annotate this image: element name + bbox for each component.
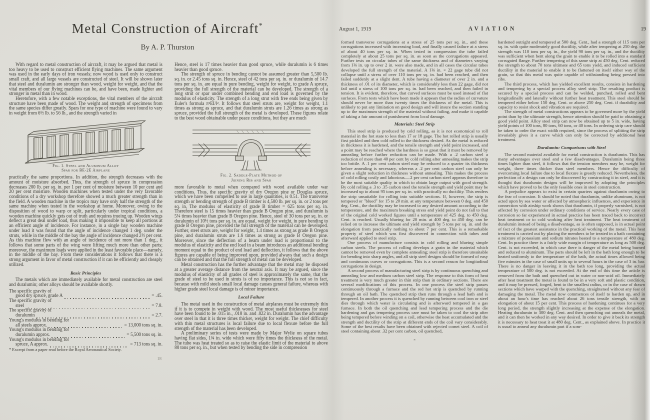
table-row-label: The specific gravity of <box>9 308 52 314</box>
table-row-sublabel: good dry spruce, grade A <box>15 293 63 299</box>
body-paragraph: formed transverse corrugations at a stress of 25 tons per sq. in., and these corrugations increased with increasing load, and finally caused failure at a stress of about 40 tons per sq. in. When tested in compression the tube failed completely at about 25 tons per sq. in. as soon as the corrugations appeared. Further tests on circular tubes of the same thickness and of diameters varying from 1⅜ in. up to over 2 in. were also made, and in all cases the circular tubes developed the full strength of the material. A 1⅜ in. × 22 gage tube did not collapse until a stress of over 110 tons per sq. in. had been reached, and then failed suddenly at a slight dent. A tube having a diameter of over 2 in. and a thickness of .01 of its diameter, which is considerably less than 22 gage, did not fail until a stress of 100 tons per sq. in. had been reached, and then failed in tension. It is evident, therefore, that curved surfaces must be used instead of flat surfaces. From tests which have been made it appears that the radius of curvature should never be more than twenty times the thickness of the metal. This is unlikely to put any limitation on good design and will insure the section standing up to the maximum strength of the material without failing, and make it capable of taking a fair amount of punishment from local damage. <box>341 39 488 119</box>
table-row-label: The specific gravity of <box>9 288 52 294</box>
saddle-plate-figure <box>175 125 329 182</box>
body-paragraph: A preliminary series of tests were made by Major Wylie on square tubes having flat sides, 1¾ in. wide which were fifty times the thickness of the metal. The tube was heat treated so as to raise the elastic limit of the material to above 80 tons per sq. in., but when tested by bending the side in compression <box>174 331 328 351</box>
body-paragraph: A second process of manufacturing steel strip is by continuous quenching and annealing low and medium carbon steel strip. The response to this form of heat treatment is very much greater in thin strip than in ordinary sections. There are several modifications of this process. In one process the steel strip passes continuously through a furnace and the red hot strip is quenched by running through an oil bath. The quenched strip then runs through a lead bath and is tempered. In another process it is quenched by running between cool iron or steel dies through which water is circulating and is afterward tempered in a gas furnace. In both the oil quenching and lead tempering process and the die hardening and gas tempering process care must be taken to cool the strip after being tempered before winding on a coil, otherwise the heat accumulated and the strength and ductility of the strip at different ends of the coil vary considerably. Some of the best results have been obtained with rejected cornet steel. A coil of steel containing about .32 per cent carbon, oil quenched, <box>341 268 488 334</box>
body-paragraph: With regard to metal construction of aircraft, it may be argued that metal is too heavy to be used to construct efficient flying machines. The same argument was used in the early days of iron vessels; now wood is used only to construct small craft, and all large vessels are constructed of steel. It will be shown later that steel and duralumin are stronger than wood, weight for weight, and that the vital members of our flying machines can be, and have been, made lighter and stronger in metal than in wood. <box>9 62 163 97</box>
steel-spar-illustration <box>23 120 149 163</box>
body-paragraph: This steel strip is produced by cold rolling, as it is not economical to roll material in the hot state to less than 17 or 18 gage. The hot rolled strip is usually first pickled and then cold rolled to the thickness desired. As the metal is reduced in thickness it is hardened, and the tensile strength and yield point increased, and a point may be reached where the hardness is so great that it must be removed by annealing before further reduction can be made. With a .2 carbon steel a reduction of more than 40 per cent by cold rolling after annealing makes the strip too brittle. A .1 per cent carbon steel may be reduced to a quarter its thickness before annealing is necessary, whereas a .2 per cent carbon steel can only be given a slight reduction in thickness without annealing. This makes the process of cold rolling costly and laborious—.2 per cent carbon steel appears therefore to be the most suitable quality in which to obtain large output with good strength. By cold rolling a .3 to .35 carbon steel the tensile strength and yield point may be increased up to about 95 tons per sq. in. with practically no ductility. This renders the strip unsuitable for rolling into suitable sections. If, however, the strip is tempered or "blued" for 15 to 20 min. at any temperature between 0 deg. and 450 deg. Cent., the ductility may be increased to any desired amount according to the temperature, and the maximum breaking stress and yield point do not fall to that of the original cold worked figures until a temperature of 425 deg. to 450 deg. Cent. is reached. Usually blueing for 20 min. at 400 deg. to 450 deg. can be relied on to increase the ultimate and yield strength by 5 tons per sq. in. and the elongation from practically nothing to about 7 per cent. This is a remarkable property of steel which was first discovered in connection with tubes and afterward applied to steel strip. <box>341 128 488 241</box>
footnote-marker: * <box>258 22 264 30</box>
footnote: * Excerpt from a paper read before the Royal Aeronautical Society. <box>9 347 122 353</box>
body-paragraph: hardened outright and tempered at 500 deg. Cent., had a strength of 115 tons per sq. in. with quite moderately good ductility, while after tempering at 250 deg. the strength was 110 tons per sq. in., the yield 90 tons per sq. in., and the ductility was sufficient when bent along the grain to enable it to be rolled into a standard corrugated flange. Further tempering of this same strip at 450 deg. Cent. reduced the strength to about 70 tons ultimate and 65 tons yield, and induced sufficient ductility in the material to enable it to be flattened on itself either way of the grain, so that this metal was quite capable of withstanding being pressed into ribs. <box>498 39 645 82</box>
properties-table <box>9 289 163 347</box>
article-title-text: Metal Construction of Aircraft <box>71 21 259 36</box>
table-row-value: = 5,500 tons sq. in. <box>126 332 163 338</box>
saddle-plate-illustration <box>188 125 314 173</box>
left-page-column-1 <box>9 63 163 361</box>
table-row <box>9 338 163 348</box>
table-row-value: = 2.7. <box>151 313 163 319</box>
body-paragraph: One process of manufacture consists in cold rolling and blueing simple carbon steels. The process of rolling develops a grain in the material which cannot be removed even by complete annealing; steel strip is therefore unsuitable for bending into sharp angles, and all strip steel designs should be formed of easy and continuous curves or corrugations. This is a second reason for longitudinal corrugations in design. <box>341 240 488 269</box>
table-row-sublabel: duralumin <box>15 313 35 319</box>
body-paragraph: Metal construction has the further advantage that the metal may be disposed at a greater average distance from the neutral axis. It may be argued, since the modulus of elasticity of all grades of steel is approximately the same, that the grade of steel to be used in struts is of no importance. This is not so in fact, because with mild steels small local damage causes general failure, whereas with higher grade steel local damage is of minor importance. <box>174 262 328 292</box>
figure-1-caption-line-1: Fig. 1. Steel and Aluminum Alloy <box>52 163 119 168</box>
table-row-label: Young's modulus in bending for <box>9 337 70 343</box>
body-paragraph: more favorable to metal when compared with wood available under war conditions. Thus, the specific gravity of dry Oregon pine or Douglas spruce, which we have been compelled to use in large quantities, is 0.51. The transverse strength or bending strength of grade B timber is 4,500 lb. per sq. in. or 2 tons per sq. in. The modulus of elasticity of grade B timber = 625 tons per sq. in. Therefore steel is 15 times heavier than grade B Oregon pine, and duralumin is 5¼ times heavier than grade B Oregon pine. Hence, steel of 30 tons per sq. in. or duralumin of 10½ tons per sq. in. are equal, weight for weight, in pure bending to grade B Oregon pine, provided the full strength of the material can be developed. Further, steel struts are, weight for weight, 1.4 times as strong as grade B Oregon pine, and duralumin struts are 1.6 times as strong as grade B Oregon pine. Moreover, since the deflection of a beam under load is proportional to the modulus of elasticity and the end load in a beam introduces an additional bending moment equal to the product of end load and deflection, it follows that the above figures are capable of being improved upon, provided always that such a design can be obtained and that the full strength of metal can be developed. <box>174 184 328 263</box>
table-row-sublabel: steel <box>15 303 25 309</box>
table-row-sublabel: all steels approx. <box>15 322 48 328</box>
article-title <box>0 21 335 37</box>
printers-mark: * <box>413 338 416 344</box>
page-number-left: 18 <box>157 355 162 361</box>
right-page-column-1 <box>341 40 488 343</box>
body-paragraph: Heretofore, with a few notable exceptions, the vital members of the aircraft structure have been made of wood. The weight and strength of specimens from the same species differ greatly. Spars for one type of machine were found to vary in weight from 6½ lb. to 56 lb., and the strength varied in <box>9 96 163 117</box>
steel-spar-figure <box>9 120 163 172</box>
figure-1-caption <box>9 163 163 172</box>
left-page-columns <box>9 63 328 361</box>
table-row-label: Young's modulus in bending for <box>9 317 70 323</box>
section-heading-basic-principles: Basic Principles <box>70 270 102 276</box>
section-heading-local-failure: Local Failure <box>238 294 265 300</box>
body-paragraph: The strength of spruce in bending cannot be assumed greater than 5,500 lb. sq. in. or 2.45 tons sq. in. Hence, steel of 42 tons per sq. in. or duralumin of 14.7 tons per sq. in. are equal in pure bending, weight for weight, to grade A spruce, providing the full strength of the material can be developed. The strength of a long strut or spar under combined bending and end load is governed by the modulus of elasticity. The strength of a long strut with free ends being given by Euler's formula π²EI/l². It follows that steel struts are, weight for weight, 1.1 times as strong as spruce, and that duralumin struts are 1.26 times as strong as spruce, provided the full strength of the metal is developed. These figures relate to the best wood obtainable under peace conditions, but they are much <box>174 72 328 121</box>
right-page-column-2 <box>498 40 645 343</box>
body-paragraph: The strength of metal constructions appears to be governed more by the yield point than by the ultimate strength, hence attention should be paid to obtaining a good yield point. Alloy steel strip can now be obtained up to 5 in. wide, having yield points of 100 tons, 80 tons, 60 tons, or 40 tons. In ordering strip care should be taken to order the exact width required, since the process of splitting the strip invariably gives it a curve which can only be corrected by additional heat treatment. <box>498 109 645 143</box>
body-paragraph: The third process, which has yielded excellent results, consists in hardening and tempering by a special process alloy steel strip. The resulting product is secured by a special process and can be welded, punched, rolled and bent longitudinally and laterally without further heat treatment. This steel should be tempered either below 150 deg. Cent. or above 250 deg. Cent. if durability and capacity to resist shock and vibration are required. <box>498 81 645 110</box>
journal-title: AVIATION <box>468 26 517 32</box>
right-page <box>335 0 650 420</box>
leader-dots <box>64 295 150 299</box>
table-row-label: The specific gravity of <box>9 298 52 304</box>
figure-1-caption-line-2: Spar for BE-2E Airplane <box>61 167 111 173</box>
left-page-column-2 <box>175 63 329 361</box>
table-row-value: = 713 tons sq. in. <box>130 342 163 348</box>
figure-2-caption <box>175 173 329 182</box>
article-byline: By A. P. Thurston <box>140 43 195 52</box>
body-paragraph: The second material available for metal construction is duralumin. This has many advantages over steel and a few disadvantages. Duralumin being three times lighter than steel, it follows that the tension members may be, weight for weight, three times thicker than steel members. Hence the difficulty of overcoming local failure due to local flexure is greatly reduced. Nevertheless, the perfection of a design can only be discovered by constructing it in steel, and it is thought that duralumin designs will be improved by adopting the principles which have proved to be the only feasible ones in steel construction. <box>498 151 645 190</box>
page-number-right: 19 <box>640 26 646 32</box>
table-row-sublabel: duralumin approx. <box>15 332 51 338</box>
header-date: August 1, 1919 <box>339 26 372 32</box>
table-row <box>9 328 163 338</box>
journal-header <box>339 26 646 32</box>
body-paragraph: The metals which are immediately available for metal construction are steel and duralumin; other alloys should be available shortly. <box>9 277 163 288</box>
right-page-columns <box>341 40 645 343</box>
table-row-sublabel: spruce, A approx. <box>15 342 49 348</box>
body-paragraph: practically the same proportions. In addition, the strength decreases with the amount of moisture absorbed. Thus, the strength of spruce in compression decreases 200 lb. per sq. in. per 1 per cent of moisture between 10 per cent and 20 per cent moisture. Wooden machines when tested under the very favorable conditions of a dry workshop therefore showed a much greater strength than in the field. A wooden machine in the tropics may have only half the strength of the same machine when tested in the workshop at home. Moreover, owing to the disposition of wood to warp or split, particularly under tropical conditions, a wooden machine quickly gets out of truth and requires trueing up. Wooden wings deflect a great deal under load, thus making it impossible to keep all portions at an efficient angle of incidence. For instance, in a single bay wooden machine under load it was found that the angle of incidence changed 1 deg. under the struts, while in the middle of the bay the angle of incidence changed 2½ per cent. As this machine flew with an angle of incidence of not more than 1 deg., it follows that some parts of the wing were lifting much more than other parts; moreover, the maximum loads were applied in the least favorable place—namely, in the middle of the bay. From these considerations it follows that there is a strong argument in favor of metal construction if it can be efficiently and cheaply utilized. <box>9 175 163 268</box>
body-paragraph: Hence, steel is 17 times heavier than good spruce, while duralumin is 6 times heavier than good spruce. <box>174 62 328 73</box>
body-paragraph: A prejudice appears to exist in certain quarters against duralumin owing to the fear of corrosion. It should be noted that duralumin, unlike aluminum, is not acted upon by sea water or affected by atmospheric influences, and experience in connection with airship work shows that duralumin, if properly varnished, is not affected by corrosion under ordinary conditions of service. Nearly every case of corrosion so far experienced in actual practice has been traced back to incorrect heat treatment or to cold working after heat treatment. The heat treatment of duralumin instead of being a disadvantage, as is often supposed, is in actual point of fact of the greatest assistance in the practical working of the metal. This heat treatment is carried out by placing the members to be treated in a bath containing a mixture of potassium and sodium nitrates heated to a temperature of 480 deg. Cent. In practice there is a fairly wide margin of temperature as long as 500 deg. Cent. is not exceeded, in which case there is danger of the metal being burned and reduced to aluminum. The parts should be left in the bath long enough to be heated uniformly to the temperature of the bath, the actual times allowed being five minutes in the case of small units up to several hours in the case of 3 in. bar. There is no danger in leaving it in the bath too long, providing the actual temperature of 500 deg. is not exceeded. At the end of this time the article is removed from the bath and quenched out in water or non-acid oil. Immediately after heat treatment the metal is found to be in a very soft and plastic condition, and it may be pressed, forged, bent to the smallest radius, or in the case of drawn sections which have warped with the quenching, straightened without any fear of damaging the metal. The metal now commences of itself to harden up, and in about an hour's time has reached about 26 tons tensile strength, with an elongation of about 15 per cent. This process of hardening continues for a very long period, the strength slightly increasing at the expense of the elongation. Heating duralumin to 300 deg. Cent. and then quenching out anneals the metal, and it can then be worked in any way desired. In order to give it back its strength it is necessary to heat treat it at 480 deg. Cent., as explained above. In practice it is usual to anneal any duralumin part if a som- <box>498 189 645 329</box>
figure-2-caption-line-2: Joining Rib and Spar <box>231 177 272 183</box>
table-row-label: Young's modulus in bending for <box>9 327 70 333</box>
table-row <box>9 309 163 319</box>
body-paragraph: The metal used in the construction of metal airplanes must be extremely thin if it is to compete in weight with wood. The most useful thicknesses for steel have been found to be .015 in., .018 in. and .022 in. Duralumin has the advantage over steel in that it is three times thicker, weight for weight. The chief difficulty with thin metal structures is local failure due to local flexure before the full strength of the material has been developed. <box>174 302 328 332</box>
table-row-value: = 13,000 tons sq. in. <box>124 322 163 328</box>
table-row-value: = .45. <box>151 293 163 299</box>
section-heading-materials-steel-strip: Materials: Steel Strip <box>394 121 435 127</box>
figure-2-caption-line-1: Fig. 2. Saddle-Plate Method of <box>220 173 283 178</box>
table-row-value: = 7.8. <box>151 303 163 309</box>
section-heading-duralumin: Duralumin: Comparisons with Steel <box>537 144 606 150</box>
